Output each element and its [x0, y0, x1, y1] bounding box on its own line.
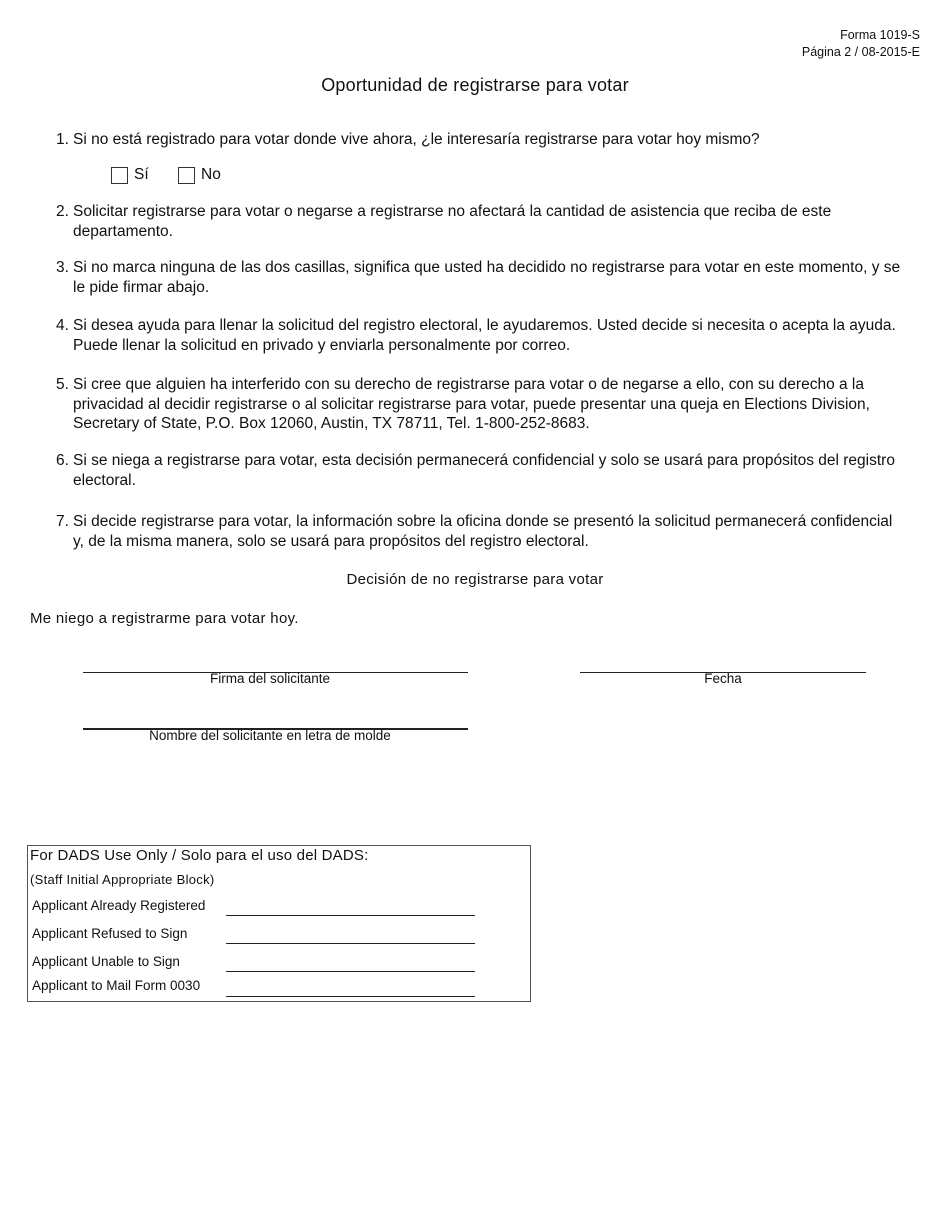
page-number: Página 2 / 08-2015-E: [801, 45, 920, 59]
dads-initial-line[interactable]: [226, 943, 475, 944]
item-number: 6.: [56, 452, 69, 469]
item-number: 3.: [56, 259, 69, 276]
checkbox-no[interactable]: [178, 166, 221, 184]
checkbox-yes-box[interactable]: [111, 167, 128, 184]
dads-subtitle: (Staff Initial Appropriate Block): [30, 872, 215, 887]
checkbox-no-label: No: [201, 166, 221, 183]
item-text: Solicitar registrarse para votar o negarse a registrarse no afectará la cantidad de asistencia que reciba de este departamento.: [73, 203, 832, 240]
dads-row-label: Applicant Already Registered: [32, 898, 206, 913]
checkbox-yes[interactable]: [111, 166, 149, 184]
item-number: 7.: [56, 513, 69, 530]
list-item: [56, 130, 906, 150]
dads-initial-line[interactable]: [226, 971, 475, 972]
list-item: [56, 258, 901, 297]
date-label: Fecha: [704, 671, 742, 686]
list-item: [56, 202, 906, 241]
signature-label: Firma del solicitante: [209, 671, 331, 686]
checkbox-yes-label: Sí: [134, 166, 149, 183]
refusal-statement: Me niego a registrarme para votar hoy.: [30, 610, 299, 627]
dads-row-label: Applicant Refused to Sign: [32, 926, 188, 941]
item-text: Si no marca ninguna de las dos casillas, significa que usted ha decidido no registrarse para votar en este momento, y se le pide firmar abajo.: [73, 259, 901, 296]
dads-initial-line[interactable]: [226, 996, 475, 997]
list-item: [56, 512, 906, 551]
dads-row-label: Applicant Unable to Sign: [32, 954, 180, 969]
item-number: 2.: [56, 203, 69, 220]
list-item: [56, 316, 906, 355]
item-number: 4.: [56, 317, 69, 334]
item-number: 1.: [56, 131, 69, 148]
item-text: Si decide registrarse para votar, la información sobre la oficina donde se presentó la solicitud permanecerá confidencial y, de la misma manera, solo se usará para propósitos del registro electoral.: [73, 513, 893, 550]
dads-row-label: Applicant to Mail Form 0030: [32, 978, 201, 993]
item-text: Si cree que alguien ha interferido con su derecho de registrarse para votar o de negarse a ello, con su derecho a la privacidad al decidir registrarse o al solicitar registrarse para votar, puede presentar una queja en Elections Division, Secretary of State, P.O. Box 12060, Austin, TX 78711, Tel. 1-800-252-8683.: [73, 376, 870, 432]
dads-initial-line[interactable]: [226, 915, 475, 916]
printed-name-label: Nombre del solicitante en letra de molde: [149, 728, 391, 743]
item-number: 5.: [56, 376, 69, 393]
page-title: Oportunidad de registrarse para votar: [321, 75, 629, 95]
dads-title: For DADS Use Only / Solo para el uso del DADS:: [30, 847, 369, 864]
form-number: Forma 1019-S: [840, 28, 920, 42]
section-title: Decisión de no registrarse para votar: [346, 571, 604, 588]
list-item: [56, 451, 906, 490]
item-text: Si se niega a registrarse para votar, esta decisión permanecerá confidencial y solo se usará para propósitos del registro electoral.: [73, 452, 895, 489]
item-text: Si desea ayuda para llenar la solicitud del registro electoral, le ayudaremos. Usted decide si necesita o acepta la ayuda. Puede llenar la solicitud en privado y enviarla personalmente por correo.: [73, 317, 896, 354]
list-item: [56, 375, 906, 434]
item-text: Si no está registrado para votar donde vive ahora, ¿le interesaría registrarse para votar hoy mismo?: [73, 131, 760, 148]
checkbox-no-box[interactable]: [178, 167, 195, 184]
